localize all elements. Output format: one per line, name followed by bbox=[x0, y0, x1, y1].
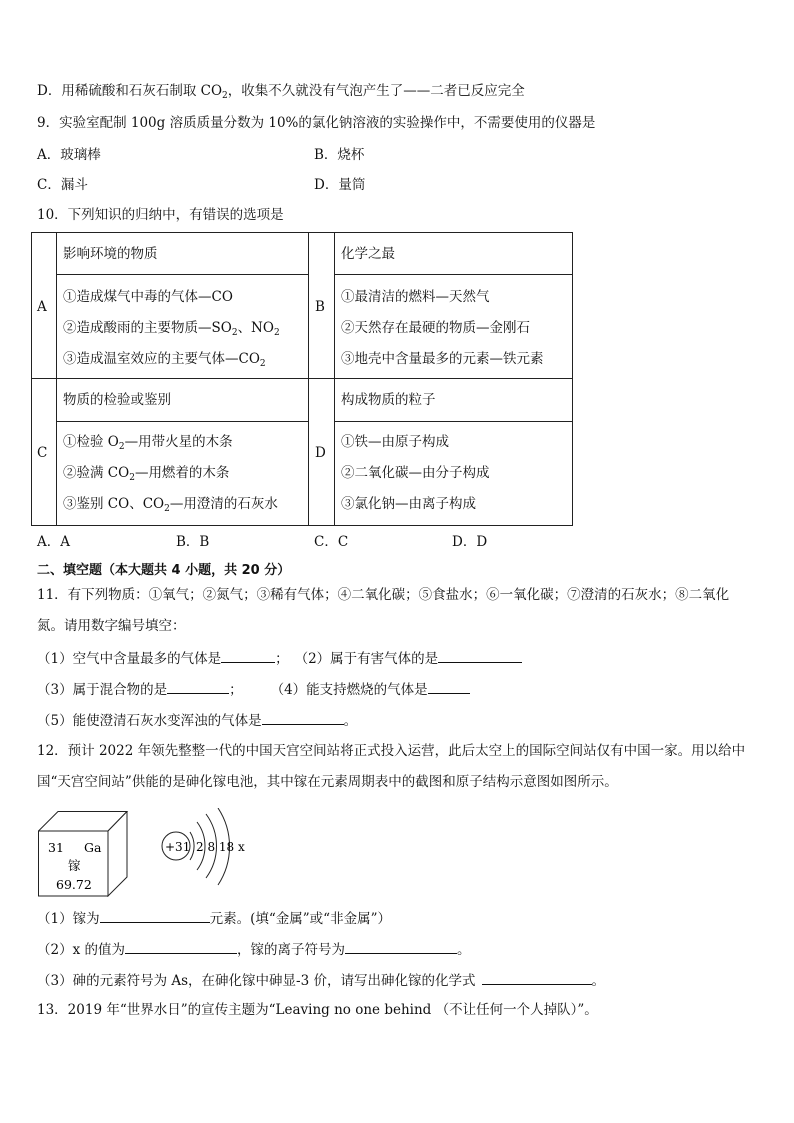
group-c-line1: ①检验 $O_2—$用带火星的木条 bbox=[63, 434, 233, 452]
shell-electrons: 2 8 18 x bbox=[196, 840, 245, 854]
q12-part-3: （3）砷的元素符号为 As，在砷化镓中砷显-3 价，请写出砷化镓的化学式 。 bbox=[37, 970, 605, 990]
q12-part-1: （1）镓为 元素。(填“金属”或“非金属”） bbox=[37, 908, 391, 928]
element-name: 镓 bbox=[68, 858, 81, 873]
q11-part-5: （5）能使澄清石灰水变浑浊的气体是 。 bbox=[37, 710, 357, 730]
group-a-letter: A bbox=[37, 299, 47, 315]
group-c-line3: ③鉴别 CO、$CO_2—$用澄清的石灰水 bbox=[63, 496, 278, 514]
nucleus-charge: +31 bbox=[165, 840, 191, 854]
group-c-header: 物质的检验或鉴别 bbox=[63, 392, 171, 408]
q9-stem: 9．实验室配制 100g 溶质质量分数为 10%的氯化钠溶液的实验操作中，不需要使用的仪器是 bbox=[37, 115, 596, 131]
q12-blank-3[interactable] bbox=[345, 939, 457, 954]
q12-blank-2[interactable] bbox=[125, 939, 237, 954]
q12-blank-1[interactable] bbox=[100, 908, 210, 923]
q11-blank-5[interactable] bbox=[262, 710, 344, 725]
group-a-line2: ②造成酸雨的主要物质$—SO_2$、$NO_2$ bbox=[63, 320, 280, 338]
q9-option-d: D．量筒 bbox=[314, 177, 366, 193]
q12-part-2: （2）x 的值为 ，镓的离子符号为 。 bbox=[37, 939, 471, 959]
group-a-header: 影响环境的物质 bbox=[63, 246, 158, 262]
group-b-line1: ①最清洁的燃料—天然气 bbox=[341, 289, 490, 305]
group-d-header: 构成物质的粒子 bbox=[341, 392, 436, 408]
q13-stem: 13．2019 年“世界水日”的宣传主题为“Leaving no one behind （不让任何一个人掉队）”。 bbox=[37, 1002, 598, 1018]
q9-option-c: C．漏斗 bbox=[37, 177, 88, 193]
q10-option-c: C．C bbox=[314, 534, 349, 550]
knowledge-table bbox=[31, 232, 573, 526]
group-a-line3: ③造成温室效应的主要气体$—CO_2$ bbox=[63, 351, 266, 369]
element-cell-ga bbox=[38, 811, 130, 897]
shell-arc-1 bbox=[190, 832, 194, 860]
q11-blank-2[interactable] bbox=[438, 648, 522, 663]
q9-option-b: B．烧杯 bbox=[314, 147, 365, 163]
q12-stem-2: 国“天宫空间站”供能的是砷化镓电池，其中镓在元素周期表中的截图和原子结构示意图如图所示。 bbox=[37, 774, 618, 790]
group-d-line2: ②二氧化碳—由分子构成 bbox=[341, 465, 490, 481]
q11-blank-4[interactable] bbox=[428, 679, 470, 694]
element-mass: 69.72 bbox=[56, 877, 92, 892]
q11-part-3-4: （3）属于混合物的是 ； （4）能支持燃烧的气体是 bbox=[37, 679, 470, 699]
group-b-line2: ②天然存在最硬的物质—金刚石 bbox=[341, 320, 530, 336]
q10-option-b: B．B bbox=[176, 534, 210, 550]
q11-stem-1: 11．有下列物质：①氧气；②氮气；③稀有气体；④二氧化碳；⑤食盐水；⑥一氧化碳；⑦澄清的石灰水；⑧二氧化 bbox=[37, 587, 730, 603]
group-d-letter: D bbox=[315, 445, 326, 461]
group-a-line1: ①造成煤气中毒的气体—CO bbox=[63, 289, 233, 305]
group-d-line3: ③氯化钠—由离子构成 bbox=[341, 496, 476, 512]
q12-stem-1: 12．预计 2022 年领先整整一代的中国天宫空间站将正式投入运营，此后太空上的国际空间站仅有中国一家。用以给中 bbox=[37, 743, 746, 759]
q8-option-d: D．用稀硫酸和石灰石制取 $CO_2$，收集不久就没有气泡产生了——二者已反应完全 bbox=[37, 83, 525, 101]
q10-option-d: D．D bbox=[452, 534, 488, 550]
q11-stem-2: 氮。请用数字编号填空： bbox=[37, 618, 186, 634]
q11-blank-1[interactable] bbox=[221, 648, 275, 663]
group-c-line2: ②验满 $CO_2—$用燃着的木条 bbox=[63, 465, 230, 483]
q11-part-1-2: （1）空气中含量最多的气体是 ； （2）属于有害气体的是 bbox=[37, 648, 522, 668]
group-c-letter: C bbox=[37, 445, 48, 461]
group-b-line3: ③地壳中含量最多的元素—铁元素 bbox=[341, 351, 544, 367]
group-b-letter: B bbox=[315, 299, 325, 315]
q9-option-a: A．玻璃棒 bbox=[37, 147, 101, 163]
q11-blank-3[interactable] bbox=[167, 679, 229, 694]
q10-stem: 10．下列知识的归纳中，有错误的选项是 bbox=[37, 207, 284, 223]
atom-structure-diagram bbox=[158, 808, 262, 888]
q12-blank-4[interactable] bbox=[482, 970, 592, 985]
element-symbol: Ga bbox=[84, 840, 102, 855]
group-d-line1: ①铁—由原子构成 bbox=[341, 434, 449, 450]
q10-option-a: A．A bbox=[37, 534, 70, 550]
section-2-title: 二、填空题（本大题共 4 小题，共 20 分） bbox=[37, 563, 291, 578]
element-number: 31 bbox=[48, 840, 64, 855]
group-b-header: 化学之最 bbox=[341, 246, 395, 262]
